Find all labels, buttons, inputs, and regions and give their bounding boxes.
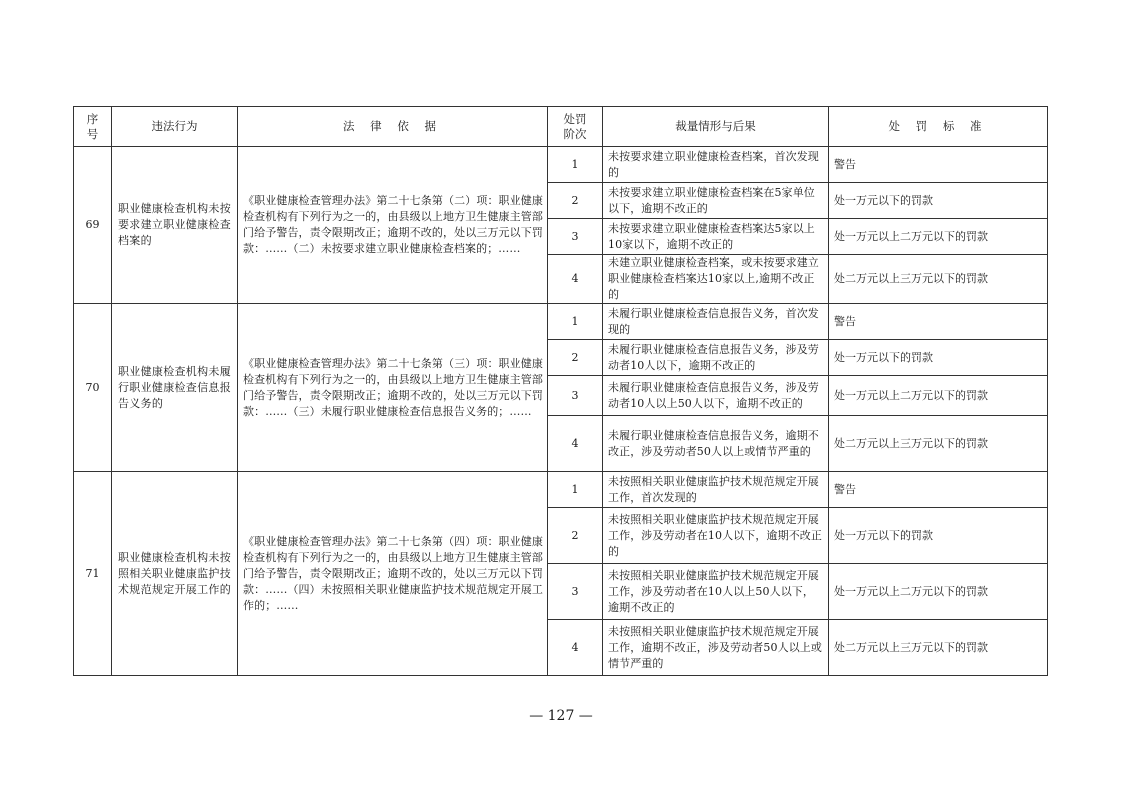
penalty-standard: 处一万元以上二万元以下的罚款 [829, 564, 1048, 620]
legal-basis: 《职业健康检查管理办法》第二十七条第（二）项：职业健康检查机构有下列行为之一的，由县级以上地方卫生健康主管部门给予警告，责令限期改正；逾期不改的，处以三万元以下罚款：……（二）未按要求建立职业健康检查档案的；…… [238, 147, 548, 304]
penalty-level: 1 [548, 472, 603, 508]
situation-consequence: 未按照相关职业健康监护技术规范规定开展工作，涉及劳动者在10人以下，逾期不改正的 [603, 508, 829, 564]
penalty-standard: 处一万元以下的罚款 [829, 340, 1048, 376]
table-row [74, 304, 1048, 340]
situation-consequence: 未按照相关职业健康监护技术规范规定开展工作，逾期不改正，涉及劳动者50人以上或情节严重的 [603, 620, 829, 676]
situation-consequence: 未按照相关职业健康监护技术规范规定开展工作，首次发现的 [603, 472, 829, 508]
penalty-standard: 警告 [829, 304, 1048, 340]
penalty-level: 4 [548, 416, 603, 472]
penalty-standard: 处二万元以上三万元以下的罚款 [829, 620, 1048, 676]
table-row [74, 147, 1048, 183]
situation-consequence: 未按要求建立职业健康检查档案在5家单位以下，逾期不改正的 [603, 183, 829, 219]
violation-description: 职业健康检查机构未按照相关职业健康监护技术规范规定开展工作的 [112, 472, 238, 676]
penalty-standard: 处一万元以上二万元以下的罚款 [829, 219, 1048, 255]
penalty-level: 1 [548, 304, 603, 340]
header-legal-basis: 法 律 依 据 [238, 107, 548, 147]
penalty-level: 4 [548, 255, 603, 304]
situation-consequence: 未履行职业健康检查信息报告义务，逾期不改正，涉及劳动者50人以上或情节严重的 [603, 416, 829, 472]
serial-number: 69 [74, 147, 112, 304]
header-penalty-standard: 处 罚 标 准 [829, 107, 1048, 147]
violation-description: 职业健康检查机构未履行职业健康检查信息报告义务的 [112, 304, 238, 472]
penalty-level: 2 [548, 340, 603, 376]
penalty-level: 1 [548, 147, 603, 183]
penalty-level: 3 [548, 219, 603, 255]
situation-consequence: 未履行职业健康检查信息报告义务，首次发现的 [603, 304, 829, 340]
situation-consequence: 未履行职业健康检查信息报告义务，涉及劳动者10人以下，逾期不改正的 [603, 340, 829, 376]
header-situation: 裁量情形与后果 [603, 107, 829, 147]
situation-consequence: 未按要求建立职业健康检查档案，首次发现的 [603, 147, 829, 183]
situation-consequence: 未按要求建立职业健康检查档案达5家以上10家以下，逾期不改正的 [603, 219, 829, 255]
legal-basis: 《职业健康检查管理办法》第二十七条第（三）项：职业健康检查机构有下列行为之一的，由县级以上地方卫生健康主管部门给予警告，责令限期改正；逾期不改的，处以三万元以下罚款：……（三）未履行职业健康检查信息报告义务的；…… [238, 304, 548, 472]
penalty-standard: 处一万元以下的罚款 [829, 508, 1048, 564]
penalty-level: 3 [548, 564, 603, 620]
penalty-standard: 警告 [829, 472, 1048, 508]
violation-description: 职业健康检查机构未按要求建立职业健康检查档案的 [112, 147, 238, 304]
table-header-row [74, 107, 1048, 147]
penalty-level: 2 [548, 508, 603, 564]
penalty-standard: 处一万元以下的罚款 [829, 183, 1048, 219]
penalty-standard: 处一万元以上二万元以下的罚款 [829, 376, 1048, 416]
situation-consequence: 未建立职业健康检查档案，或未按要求建立职业健康检查档案达10家以上,逾期不改正的 [603, 255, 829, 304]
serial-number: 70 [74, 304, 112, 472]
penalty-standard: 处二万元以上三万元以下的罚款 [829, 416, 1048, 472]
situation-consequence: 未按照相关职业健康监护技术规范规定开展工作，涉及劳动者在10人以上50人以下，逾期不改正的 [603, 564, 829, 620]
penalty-standard: 处二万元以上三万元以下的罚款 [829, 255, 1048, 304]
table-body [74, 147, 1048, 676]
legal-basis: 《职业健康检查管理办法》第二十七条第（四）项：职业健康检查机构有下列行为之一的，由县级以上地方卫生健康主管部门给予警告，责令限期改正；逾期不改的，处以三万元以下罚款：……（四）未按照相关职业健康监护技术规范规定开展工作的；…… [238, 472, 548, 676]
header-penalty-level: 处罚 阶次 [548, 107, 603, 147]
penalty-level: 3 [548, 376, 603, 416]
serial-number: 71 [74, 472, 112, 676]
table-row [74, 472, 1048, 508]
header-violation: 违法行为 [112, 107, 238, 147]
penalty-table [73, 106, 1048, 676]
penalty-level: 2 [548, 183, 603, 219]
penalty-standard: 警告 [829, 147, 1048, 183]
penalty-level: 4 [548, 620, 603, 676]
situation-consequence: 未履行职业健康检查信息报告义务，涉及劳动者10人以上50人以下，逾期不改正的 [603, 376, 829, 416]
header-serial-number: 序 号 [74, 107, 112, 147]
page-number: — 127 — [529, 708, 593, 724]
